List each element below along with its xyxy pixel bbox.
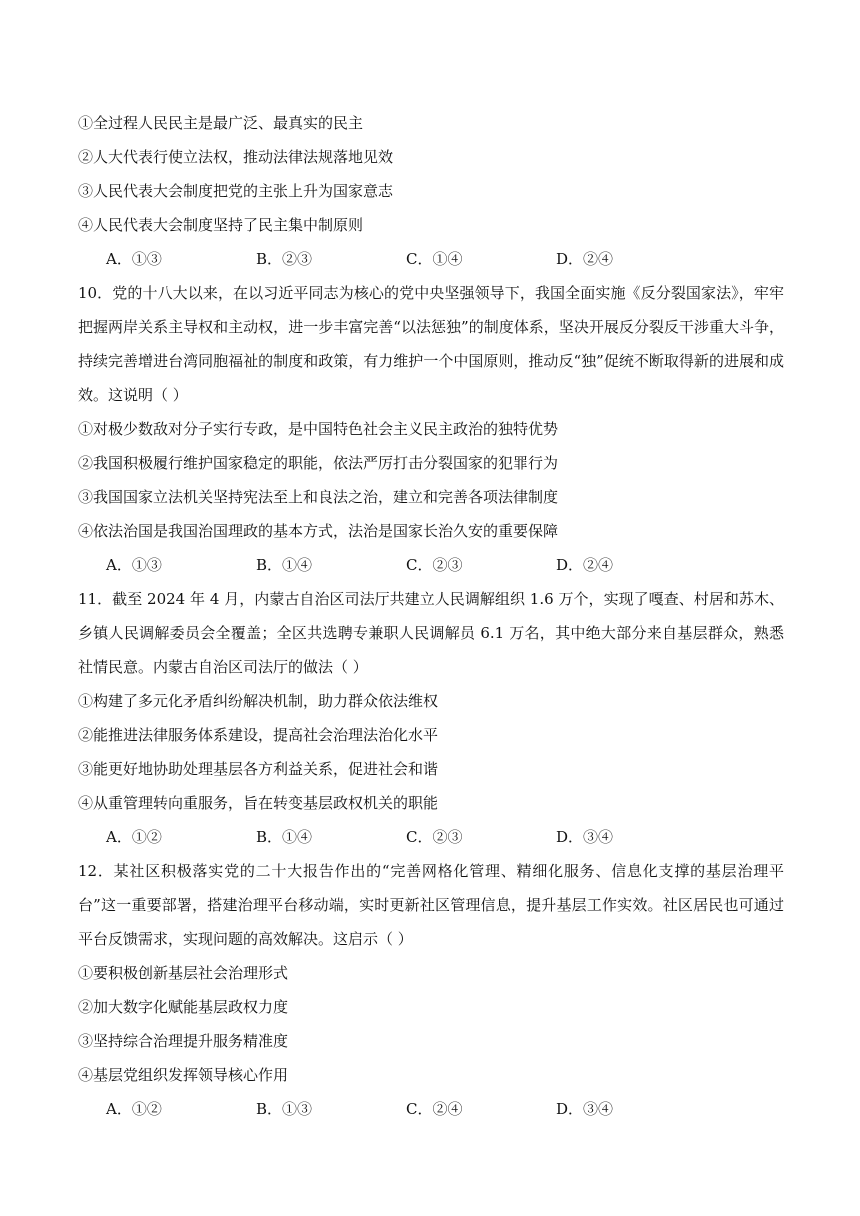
option-b[interactable]: B．①③: [256, 1100, 313, 1118]
option-d[interactable]: D．②④: [556, 250, 614, 268]
option-c[interactable]: C．②③: [406, 828, 463, 846]
option-c[interactable]: C．②④: [406, 1100, 463, 1118]
option-b[interactable]: B．②③: [256, 250, 313, 268]
statement: ①要积极创新基层社会治理形式: [78, 964, 289, 982]
statement: ②我国积极履行维护国家稳定的职能，依法严厉打击分裂国家的犯罪行为: [78, 454, 559, 472]
question-10: [78, 276, 784, 582]
statement: ②人大代表行使立法权，推动法律法规落地见效: [78, 148, 394, 166]
statement: ②能推进法律服务体系建设，提高社会治理法治化水平: [78, 726, 439, 744]
statement: ③能更好地协助处理基层各方利益关系，促进社会和谐: [78, 760, 439, 778]
option-c[interactable]: C．②③: [406, 556, 463, 574]
statement: ②加大数字化赋能基层政权力度: [78, 998, 289, 1016]
question-9-tail: [78, 106, 784, 276]
option-d[interactable]: D．②④: [556, 556, 614, 574]
statement: ④基层党组织发挥领导核心作用: [78, 1066, 289, 1084]
option-a[interactable]: A．①③: [106, 556, 162, 574]
answer-options: [78, 820, 784, 854]
statement: ③人民代表大会制度把党的主张上升为国家意志: [78, 182, 394, 200]
option-b[interactable]: B．①④: [256, 556, 313, 574]
option-c[interactable]: C．①④: [406, 250, 463, 268]
answer-options: [78, 548, 784, 582]
statement: ①构建了多元化矛盾纠纷解决机制，助力群众依法维权: [78, 692, 439, 710]
statement: ①对极少数敌对分子实行专政，是中国特色社会主义民主政治的独特优势: [78, 420, 559, 438]
statement: ④依法治国是我国治国理政的基本方式，法治是国家长治久安的重要保障: [78, 522, 559, 540]
option-d[interactable]: D．③④: [556, 828, 614, 846]
answer-options: [78, 242, 784, 276]
option-a[interactable]: A．①②: [106, 828, 162, 846]
question-stem: 11．截至 2024 年 4 月，内蒙古自治区司法厅共建立人民调解组织 1.6 万个，实现了嘎查、村居和苏木、乡镇人民调解委员会全覆盖；全区共选聘专兼职人民调解员 6.1 万名，其中绝大部分来自基层群众，熟悉社情民意。内蒙古自治区司法厅的做法（ ）: [78, 590, 784, 676]
option-a[interactable]: A．①②: [106, 1100, 162, 1118]
statement: ①全过程人民民主是最广泛、最真实的民主: [78, 114, 364, 132]
option-b[interactable]: B．①④: [256, 828, 313, 846]
option-a[interactable]: A．①③: [106, 250, 162, 268]
statement: ③我国国家立法机关坚持宪法至上和良法之治，建立和完善各项法律制度: [78, 488, 559, 506]
question-stem: 10．党的十八大以来，在以习近平同志为核心的党中央坚强领导下，我国全面实施《反分裂国家法》，牢牢把握两岸关系主导权和主动权，进一步丰富完善“以法惩独”的制度体系，坚决开展反分裂反干涉重大斗争，持续完善增进台湾同胞福祉的制度和政策，有力维护一个中国原则，推动反“独”促统不断取得新的进展和成效。这说明（ ）: [78, 284, 784, 404]
statement: ③坚持综合治理提升服务精准度: [78, 1032, 289, 1050]
statement: ④人民代表大会制度坚持了民主集中制原则: [78, 216, 364, 234]
statement: ④从重管理转向重服务，旨在转变基层政权机关的职能: [78, 794, 439, 812]
answer-options: [78, 1092, 784, 1126]
question-12: [78, 854, 784, 1126]
question-11: [78, 582, 784, 854]
question-stem: 12．某社区积极落实党的二十大报告作出的“完善网格化管理、精细化服务、信息化支撑的基层治理平台”这一重要部署，搭建治理平台移动端，实时更新社区管理信息，提升基层工作实效。社区居民也可通过平台反馈需求，实现问题的高效解决。这启示（ ）: [78, 862, 784, 948]
option-d[interactable]: D．③④: [556, 1100, 614, 1118]
